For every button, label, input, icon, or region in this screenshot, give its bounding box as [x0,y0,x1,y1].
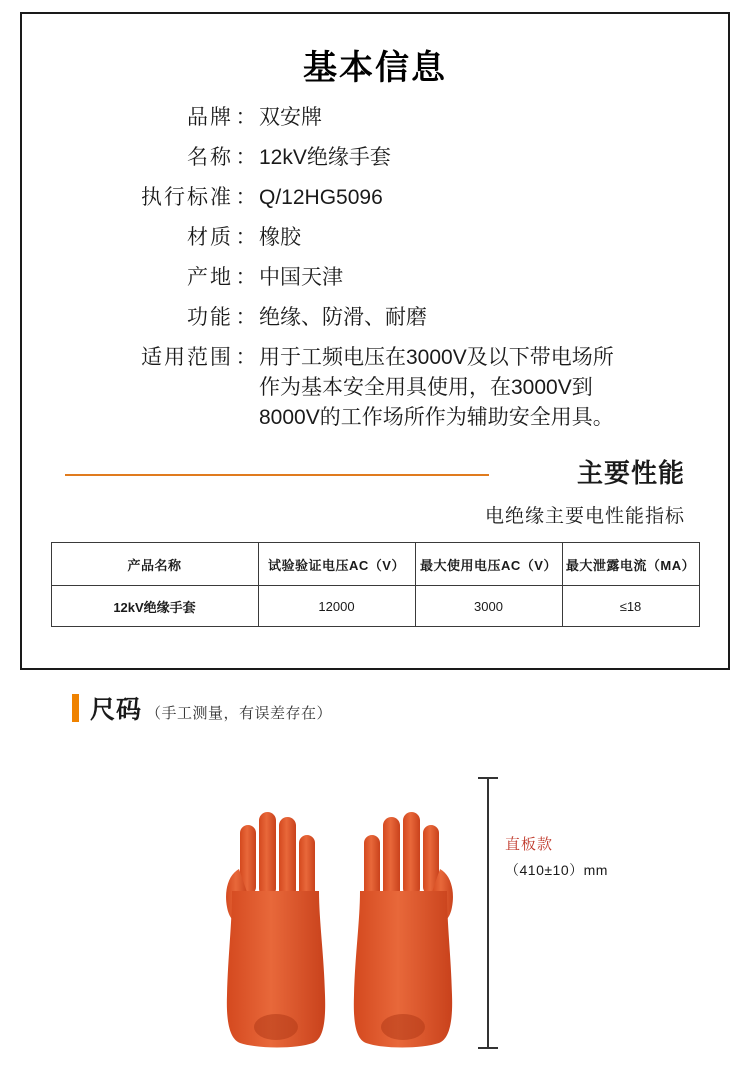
spec-value: 双安牌 [259,106,322,129]
spec-colon: ： [235,306,257,329]
insulating-glove-pair-icon [218,775,463,1050]
spec-label: 材质 [187,226,233,249]
spec-value: 橡胶 [259,226,301,249]
spec-value-line-3: 8000V的工作场所作为辅助安全用具。 [259,406,614,429]
spec-label: 名称 [187,146,233,169]
size-section [0,690,750,726]
measurement-title: 直板款 [505,836,554,853]
spec-colon: ： [235,106,257,129]
spec-colon: ： [235,186,257,209]
table-cell-product-name: 12kV绝缘手套 [51,586,258,627]
spec-label: 适用范围 [141,346,233,369]
spec-row-name [65,143,685,173]
spec-value: 中国天津 [259,266,343,289]
spec-colon: ： [235,146,257,169]
table-header-cell: 最大泄露电流（MA） [562,543,699,586]
spec-value: 12kV绝缘手套 [259,146,391,169]
spec-row-brand [65,103,685,133]
spec-colon: ： [235,346,257,369]
performance-title: 主要性能 [576,458,685,488]
bracket-cap-bottom [478,1047,498,1049]
table-header-cell: 试验验证电压AC（V） [258,543,415,586]
spec-row-material [65,223,685,253]
size-heading [0,690,750,726]
spec-list [65,103,685,433]
page-title: 基本信息 [303,49,447,87]
product-image-area [0,755,750,1066]
spec-label: 品牌 [187,106,233,129]
spec-value: Q/12HG5096 [259,186,383,209]
spec-value: 绝缘、防滑、耐磨 [259,306,427,329]
table-cell-max-voltage: 3000 [415,586,562,627]
spec-row-origin [65,263,685,293]
bracket-cap-top [478,777,498,779]
measurement-bracket [487,777,489,1049]
table-header-cell: 产品名称 [51,543,258,586]
spec-colon: ： [235,226,257,249]
spec-value-line-1: 用于工频电压在3000V及以下带电场所 [259,346,614,369]
glove-left-icon [218,795,333,1050]
basic-info-panel [20,12,730,670]
spec-row-standard [65,183,685,213]
accent-bar-icon [72,694,79,722]
spec-value-line-2: 作为基本安全用具使用，在3000V到 [259,376,593,399]
orange-divider [65,474,489,476]
measurement-value: （410±10）mm [505,862,608,878]
size-title: 尺码 [90,696,143,724]
spec-row-scope [65,343,685,433]
spec-colon: ： [235,266,257,289]
performance-heading [65,457,685,491]
performance-table [51,542,700,627]
spec-label: 产地 [187,266,233,289]
table-cell-test-voltage: 12000 [258,586,415,627]
measurement-label [505,833,665,880]
spec-value-multiline [259,343,685,433]
spec-label: 执行标准 [141,186,233,209]
table-row [51,586,699,627]
glove-right-icon [346,795,461,1050]
performance-subtitle: 电绝缘主要电性能指标 [484,506,685,527]
size-note: （手工测量，有误差存在） [146,705,333,722]
spec-label: 功能 [187,306,233,329]
glove-emboss-right [381,1014,425,1040]
spec-row-function [65,303,685,333]
glove-emboss-left [254,1014,298,1040]
table-header-row [51,543,699,586]
table-header-cell: 最大使用电压AC（V） [415,543,562,586]
table-cell-leak-current: ≤18 [562,586,699,627]
